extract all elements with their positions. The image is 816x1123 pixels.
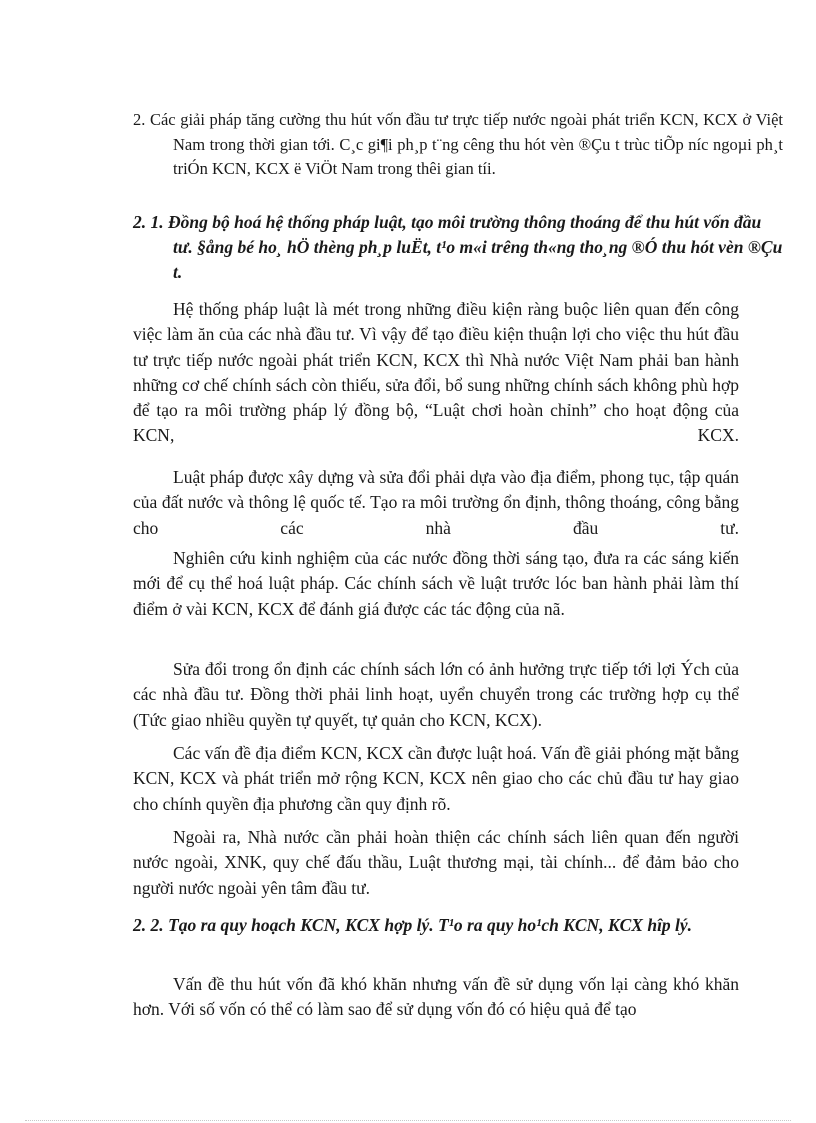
section-heading-2-2: 2. 2. Tạo ra quy hoạch KCN, KCX hợp lý. T¹o ra quy ho¹ch KCN, KCX hîp lý.: [133, 915, 693, 935]
paragraph-5: Các vấn đề địa điểm KCN, KCX cần được luật hoá. Vấn đề giải phóng mặt bằng KCN, KCX và phát triển mở rộng KCN, KCX nên giao cho các chủ đầu tư hay giao cho chính quyền địa phương cần quy định rõ.: [133, 743, 739, 814]
paragraph-7: Vấn đề thu hút vốn đã khó khăn nhưng vấn đề sử dụng vốn lại càng khó khăn hơn. Với số vốn có thể có làm sao để sử dụng vốn đó có hiệu quả để tạo: [133, 974, 739, 1020]
paragraph-2: Luật pháp được xây dựng và sửa đổi phải dựa vào địa điểm, phong tục, tập quán của đất nước và thông lệ quốc tế. Tạo ra môi trường ổn định, thông thoáng, công bằng cho các nhà đầu tư.: [133, 467, 739, 538]
paragraph-3: Nghiên cứu kinh nghiệm của các nước đồng thời sáng tạo, đưa ra các sáng kiến mới để cụ thể hoá luật pháp. Các chính sách về luật trước lóc ban hành phải làm thí điểm ở vài KCN, KCX để đánh giá được các tác động của nã.: [133, 548, 739, 619]
paragraph-1: Hệ thống pháp luật là mét trong những điều kiện ràng buộc liên quan đến công việc làm ăn của các nhà đầu tư. Vì vậy để tạo điều kiện thuận lợi cho việc thu hút đầu tư trực tiếp nước ngoài phát triển KCN, KCX thì Nhà nước Việt Nam phải ban hành những cơ chế chính sách còn thiếu, sửa đổi, bổ sung những chính sách không phù hợp để tạo ra môi trường pháp lý đồng bộ, “Luật chơi hoàn chỉnh” cho hoạt động của KCN, KCX.: [133, 299, 739, 446]
paragraph-4: Sửa đổi trong ổn định các chính sách lớn có ảnh hưởng trực tiếp tới lợi Ých của các nhà đầu tư. Đồng thời phải linh hoạt, uyển chuyển trong các trường hợp cụ thể (Tức giao nhiều quyền tự quyết, tự quản cho KCN, KCX).: [133, 659, 739, 730]
page-bottom-divider: [25, 1120, 791, 1121]
section-heading-2-1: 2. 1. Đồng bộ hoá hệ thống pháp luật, tạo môi trường thông thoáng để thu hút vốn đầu tư. §ång bé ho¸ hÖ thèng ph¸p luËt, t¹o m«i trêng th«ng tho¸ng ®Ó thu hót vèn ®Çu t.: [133, 212, 783, 282]
chapter-heading: 2. Các giải pháp tăng cường thu hút vốn đầu tư trực tiếp nước ngoài phát triển KCN, KCX ở Việt Nam trong thời gian tới. C¸c gi¶i ph¸p t¨ng cêng thu hót vèn ®Çu t trùc tiÕp níc ngoµi ph¸t triÓn KCN, KCX ë ViÖt Nam trong thêi gian tíi.: [133, 110, 783, 178]
paragraph-6: Ngoài ra, Nhà nước cần phải hoàn thiện các chính sách liên quan đến người nước ngoài, XNK, quy chế đấu thầu, Luật thương mại, tài chính... để đảm bảo cho người nước ngoài yên tâm đầu tư.: [133, 827, 739, 898]
